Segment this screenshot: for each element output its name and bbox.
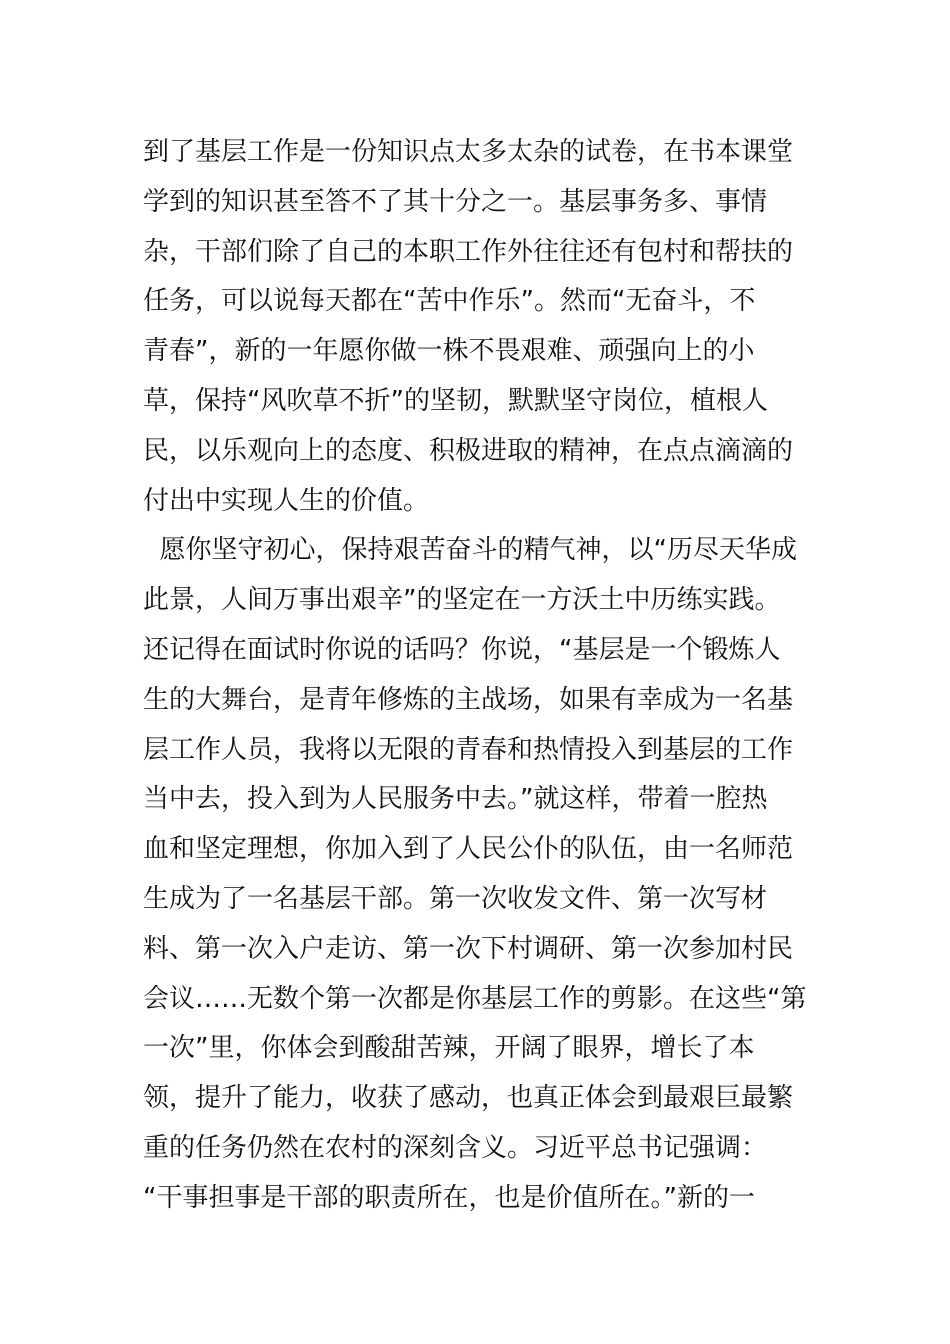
text-line: 当中去，投入到为人民服务中去。”就这样，带着一腔热: [143, 784, 768, 815]
text-line: 一次”里，你体会到酸甜苦辣，开阔了眼界，增长了本: [143, 1033, 755, 1064]
text-line: 料、第一次入户走访、第一次下村调研、第一次参加村民: [143, 933, 794, 964]
text-line: 青春”，新的一年愿你做一株不畏艰难、顽强向上的小: [143, 336, 755, 367]
text-line: 会议……无数个第一次都是你基层工作的剪影。在这些“第: [143, 983, 807, 1014]
text-line: 生成为了一名基层干部。第一次收发文件、第一次写材: [143, 883, 768, 914]
text-line: 生的大舞台，是青年修炼的主战场，如果有幸成为一名基: [143, 684, 794, 715]
text-line: 草，保持“风吹草不折”的坚韧，默默坚守岗位，植根人: [143, 385, 768, 416]
text-line: 付出中实现人生的价值。: [143, 485, 430, 516]
text-line: 到了基层工作是一份知识点太多太杂的试卷，在书本课堂: [143, 137, 794, 167]
text-line: 愿你坚守初心，保持艰苦奋斗的精气神，以“历尽天华成: [143, 535, 797, 566]
text-line: 还记得在面试时你说的话吗？你说，“基层是一个锻炼人: [143, 634, 781, 665]
text-line: 杂，干部们除了自己的本职工作外往往还有包村和帮扶的: [143, 236, 794, 267]
text-line: 此景，人间万事出艰辛”的坚定在一方沃土中历练实践。: [143, 585, 781, 616]
text-line: 任务，可以说每天都在“苦中作乐”。然而“无奋斗，不: [143, 286, 756, 317]
text-line: 领，提升了能力，收获了感动，也真正体会到最艰巨最繁: [143, 1083, 794, 1114]
text-line: 血和坚定理想，你加入到了人民公仆的队伍，由一名师范: [143, 834, 794, 865]
text-line: “干事担事是干部的职责所在，也是价值所在。”新的一: [143, 1182, 755, 1213]
text-line: 层工作人员，我将以无限的青春和热情投入到基层的工作: [143, 734, 794, 765]
text-line: 重的任务仍然在农村的深刻含义。习近平总书记强调：: [143, 1132, 768, 1163]
text-line: 民，以乐观向上的态度、积极进取的精神，在点点滴滴的: [143, 435, 794, 466]
body-text: [143, 128, 813, 1224]
text-line: 学到的知识甚至答不了其十分之一。基层事务多、事情: [143, 186, 768, 217]
